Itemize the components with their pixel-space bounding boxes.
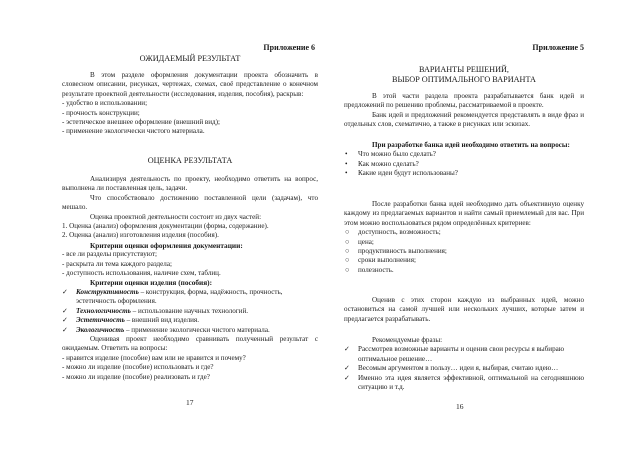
expected-result-list (62, 99, 318, 137)
list-item: • Какие идеи будут использованы? (345, 169, 458, 178)
questions-title: При разработке банка идей необходимо ответить на вопросы: (372, 141, 570, 149)
list-item: - удобство в использовании; (62, 99, 148, 108)
criterion-term: Экологичность (76, 325, 125, 334)
evaluation-para-3: Оценка проектной деятельности состоит из двух частей: (90, 212, 262, 221)
list-item: - применение экологически чистого материала. (62, 127, 205, 136)
right-page (344, 0, 584, 452)
bullet-icon: • (345, 169, 348, 178)
expected-result-intro: В этом разделе оформления документации проекта обозначить в словесном описании, рисунках, чертежах, схемах, своё представление о конечном результате проектной деятельности (исследования, изделия, пособия), раскрыв: (62, 71, 318, 98)
doc-criteria-title: Критерии оценки оформления документации: (90, 240, 243, 250)
criterion-text: – конструкция, форма, надёжность, прочность, эстетичность оформления. (76, 287, 283, 306)
list-item: - все ли разделы присутствуют; (62, 250, 158, 259)
bullet-icon: • (345, 150, 348, 159)
list-item (62, 326, 318, 335)
page-number: 17 (186, 398, 194, 407)
left-page (62, 0, 318, 452)
selection-para: Оценив с этих сторон каждую из выбранных идей, можно остановиться на самой лучшей или нескольких лучших, которые затем и предлагается разрабатывать. (344, 296, 584, 323)
evaluation-para-4: Оценивая проект необходимо сравнивать полученный результат с ожидаемым. Ответить на вопросы: (62, 334, 318, 353)
product-criteria-list (62, 288, 318, 335)
list-item: ○ доступность, возможность; (345, 228, 441, 237)
list-item: ✓ Именно эта идея является эффективной, оптимальной на сегодняшнюю ситуацию и т.д. (344, 373, 584, 392)
check-icon: ✓ (62, 306, 68, 315)
check-icon: ✓ (344, 345, 350, 354)
evaluation-para-2: Что способствовало достижению поставленной цели (задачам), что мешало. (62, 193, 318, 212)
phrases-title: Рекомендуемые фразы: (372, 336, 443, 344)
evaluation-part-1: 1. Оценка (анализ) оформления документации (форма, содержание). (62, 222, 269, 231)
list-item: ○ продуктивность выполнения; (345, 247, 447, 256)
product-criteria-title: Критерии оценки изделия (пособия): (90, 278, 213, 288)
list-item: - прочность конструкции; (62, 108, 140, 117)
section-title-result-evaluation: ОЦЕНКА РЕЗУЛЬТАТА (147, 156, 233, 165)
check-icon: ✓ (62, 316, 68, 325)
evaluation-para-1: Анализируя деятельность по проекту, необходимо ответить на вопрос, выполнена ли поставленная цель, задачи. (62, 175, 318, 193)
intro-para-2: Банк идей и предложений рекомендуется представлять в виде фраз и отдельных слов, схематично, а также в рисунках или эскизах. (344, 110, 584, 129)
list-item: ✓ Рассмотрев возможные варианты и оценив свои ресурсы я выбираю оптимальное решение… (344, 345, 565, 363)
phrases-list (344, 345, 584, 392)
section-title-line-2: ВЫБОР ОПТИМАЛЬНОГО ВАРИАНТА (392, 74, 536, 84)
list-item (62, 307, 318, 316)
check-icon: ✓ (62, 287, 68, 296)
criterion-term: Технологичность (76, 306, 131, 315)
evaluation-para: После разработки банка идей необходимо дать объективную оценку каждому из предлагаемых вариантов и найти самый приемлемый для вас. При этом можно воспользоваться рядом определённых критериев: (344, 200, 584, 227)
list-item: - эстетическое внешнее оформление (внешний вид); (62, 118, 220, 127)
intro-para-1: В этой части раздела проекта разрабатывается банк идей и предложений по решению проблемы, рассматриваемой в проекте. (344, 92, 584, 110)
list-item: ○ сроки выполнения; (345, 256, 416, 265)
evaluation-questions (62, 354, 318, 382)
page-number: 16 (456, 402, 464, 411)
list-item: ✓ Весомым аргументом в пользу… идеи я, выбирая, считаю идею… (344, 364, 559, 373)
list-item: - раскрыта ли тема каждого раздела; (62, 259, 172, 268)
list-item (62, 316, 318, 325)
appendix-label: Приложение 5 (532, 43, 584, 52)
circle-bullet-icon: ○ (345, 247, 350, 256)
evaluation-part-2: 2. Оценка (анализ) изготовления изделия (пособия). (62, 231, 219, 240)
list-item: - можно ли изделие (пособие) использовать и где? (62, 363, 214, 372)
check-icon: ✓ (344, 373, 350, 382)
circle-bullet-icon: ○ (345, 256, 350, 265)
list-item: - нравится изделие (пособие) вам или не нравится и почему? (62, 353, 246, 362)
criterion-term: Конструктивность (76, 287, 139, 296)
criterion-text: – применение экологически чистого материала. (124, 325, 270, 334)
circle-bullet-icon: ○ (345, 237, 350, 246)
doc-criteria-list (62, 250, 318, 278)
list-item: • Что можно было сделать? (345, 150, 436, 159)
section-title-expected-result: ОЖИДАЕМЫЙ РЕЗУЛЬТАТ (139, 54, 241, 63)
list-item: ○ цена; (345, 237, 374, 246)
questions-list (344, 150, 584, 178)
check-icon: ✓ (62, 325, 68, 334)
list-item (62, 288, 318, 307)
criteria-list (344, 228, 584, 275)
list-item: - доступность использования, наличие схем, таблиц. (62, 269, 221, 278)
circle-bullet-icon: ○ (345, 265, 350, 274)
criterion-term: Эстетичность (76, 316, 125, 325)
appendix-label: Приложение 6 (263, 43, 315, 52)
criterion-text: – внешний вид изделия. (124, 316, 199, 325)
section-title-line-1: ВАРИАНТЫ РЕШЕНИЙ, (419, 65, 509, 74)
list-item: - можно ли изделие (пособие) реализовать и где? (62, 372, 210, 381)
list-item: • Как можно сделать? (345, 159, 419, 168)
check-icon: ✓ (344, 364, 350, 373)
bullet-icon: • (345, 159, 348, 168)
circle-bullet-icon: ○ (345, 228, 350, 237)
criterion-text: – использование научных технологий. (130, 306, 249, 315)
list-item: ○ полезность. (345, 265, 394, 274)
